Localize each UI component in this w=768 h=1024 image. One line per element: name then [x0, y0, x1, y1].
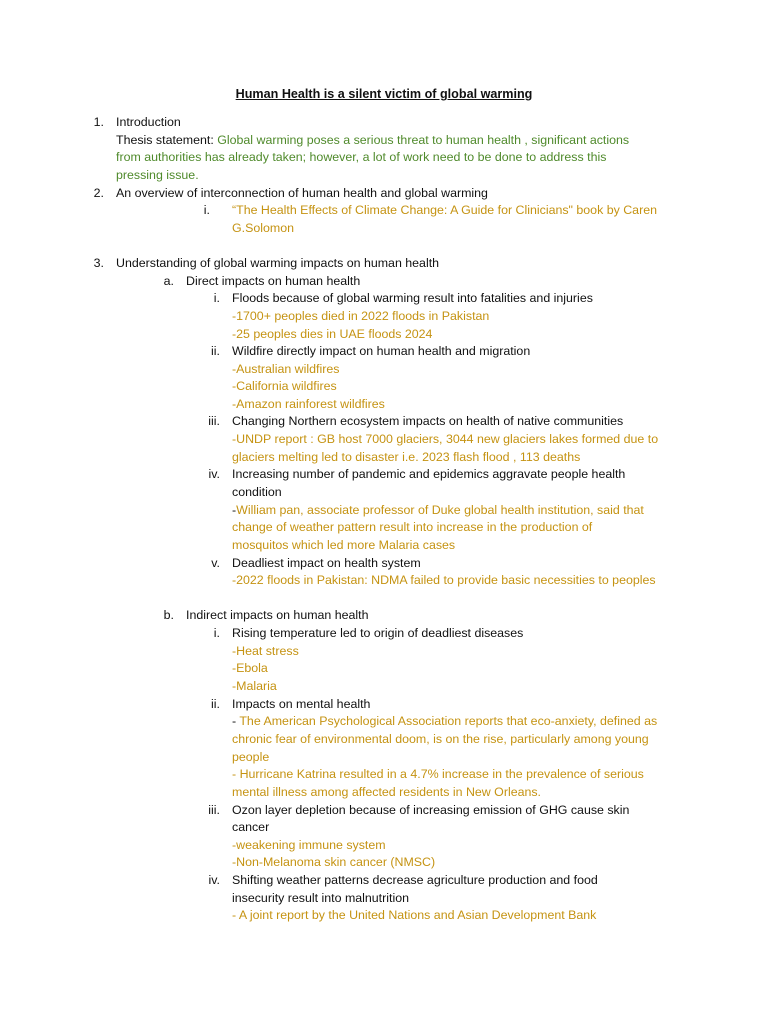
- subsection-b-letter: b.: [163, 608, 174, 622]
- thesis-text-1: Global warming poses a serious threat to human health , significant actions: [217, 133, 630, 147]
- a-iii-number: iii.: [208, 414, 220, 428]
- a-iv-dash: -: [232, 503, 237, 517]
- b-ii-note-4: - Hurricane Katrina resulted in a 4.7% increase in the prevalence of serious: [232, 767, 644, 781]
- b-iv-text-1: Shifting weather patterns decrease agriculture production and food: [232, 873, 598, 887]
- section-1-heading: Introduction: [116, 115, 181, 129]
- a-i-number: i.: [213, 291, 220, 305]
- subsection-a-heading: Direct impacts on human health: [186, 274, 361, 288]
- a-iii-note-1: -UNDP report : GB host 7000 glaciers, 3044 new glaciers lakes formed due to: [232, 432, 659, 446]
- b-iii-text-1: Ozon layer depletion because of increasing emission of GHG cause skin: [232, 803, 630, 817]
- b-ii-note-1-text: The American Psychological Association reports that eco-anxiety, defined as: [239, 714, 658, 728]
- b-ii-note-2: chronic fear of environmental doom, is on the rise, particularly among young: [232, 732, 649, 746]
- b-ii-text: Impacts on mental health: [232, 697, 371, 711]
- a-iii-note-2: glaciers melting led to disaster i.e. 2023 flash flood , 113 deaths: [232, 450, 581, 464]
- a-v-number: v.: [211, 556, 220, 570]
- a-ii-number: ii.: [211, 344, 220, 358]
- section-3-number: 3.: [93, 256, 104, 270]
- b-ii-dash: -: [232, 714, 240, 728]
- b-iii-number: iii.: [208, 803, 220, 817]
- b-ii-number: ii.: [211, 697, 220, 711]
- a-i-text: Floods because of global warming result into fatalities and injuries: [232, 291, 593, 305]
- a-v-note-1: -2022 floods in Pakistan: NDMA failed to provide basic necessities to peoples: [232, 573, 656, 587]
- a-iv-text-2: condition: [232, 485, 282, 499]
- section-2-number: 2.: [93, 186, 104, 200]
- a-iii-text: Changing Northern ecosystem impacts on health of native communities: [232, 414, 624, 428]
- section-2-item-i-line-1: “The Health Effects of Climate Change: A Guide for Clinicians" book by Caren: [232, 203, 657, 217]
- document-title: Human Health is a silent victim of global warming: [235, 87, 533, 101]
- b-iv-number: iv.: [208, 873, 220, 887]
- b-iii-note-2: -Non-Melanoma skin cancer (NMSC): [232, 855, 436, 869]
- b-ii-note-1: [232, 713, 657, 731]
- thesis-label: Thesis statement:: [116, 133, 218, 147]
- b-iv-note-1: - A joint report by the United Nations and Asian Development Bank: [232, 908, 597, 922]
- b-iii-text-2: cancer: [232, 820, 270, 834]
- b-ii-note-5: mental illness among affected residents in New Orleans.: [232, 785, 542, 799]
- a-iv-number: iv.: [208, 467, 220, 481]
- section-1-number: 1.: [93, 115, 104, 129]
- b-iii-note-1: -weakening immune system: [232, 838, 386, 852]
- b-ii-note-3: people: [232, 750, 270, 764]
- section-3-heading: Understanding of global warming impacts on human health: [116, 256, 440, 270]
- a-ii-note-1: -Australian wildfires: [232, 362, 340, 376]
- section-2-item-i-line-2: G.Solomon: [232, 221, 294, 235]
- a-iv-note-1: [232, 502, 644, 520]
- a-i-note-1: -1700+ peoples died in 2022 floods in Pakistan: [232, 309, 490, 323]
- b-i-note-3: -Malaria: [232, 679, 277, 693]
- b-i-text: Rising temperature led to origin of deadliest diseases: [232, 626, 524, 640]
- section-2-item-i-number: i.: [203, 203, 210, 217]
- b-i-note-2: -Ebola: [232, 661, 268, 675]
- subsection-a-letter: a.: [163, 274, 174, 288]
- a-v-text: Deadliest impact on health system: [232, 556, 421, 570]
- b-i-number: i.: [213, 626, 220, 640]
- a-iv-text-1: Increasing number of pandemic and epidemics aggravate people health: [232, 467, 626, 481]
- a-i-note-2: -25 peoples dies in UAE floods 2024: [232, 327, 433, 341]
- subsection-b-heading: Indirect impacts on human health: [186, 608, 369, 622]
- a-iv-note-3: mosquitos which led more Malaria cases: [232, 538, 456, 552]
- b-i-note-1: -Heat stress: [232, 644, 299, 658]
- a-ii-text: Wildfire directly impact on human health and migration: [232, 344, 531, 358]
- a-ii-note-3: -Amazon rainforest wildfires: [232, 397, 385, 411]
- section-2-heading: An overview of interconnection of human health and global warming: [116, 186, 488, 200]
- thesis-statement-line-2: from authorities has already taken; however, a lot of work need to be done to address this: [116, 150, 607, 164]
- thesis-statement-line-3: pressing issue.: [116, 168, 199, 182]
- a-iv-note-1-text: William pan, associate professor of Duke global health institution, said that: [236, 503, 644, 517]
- thesis-statement-line-1: [116, 132, 629, 150]
- a-iv-note-2: change of weather pattern result into increase in the production of: [232, 520, 593, 534]
- a-ii-note-2: -California wildfires: [232, 379, 337, 393]
- b-iv-text-2: insecurity result into malnutrition: [232, 891, 409, 905]
